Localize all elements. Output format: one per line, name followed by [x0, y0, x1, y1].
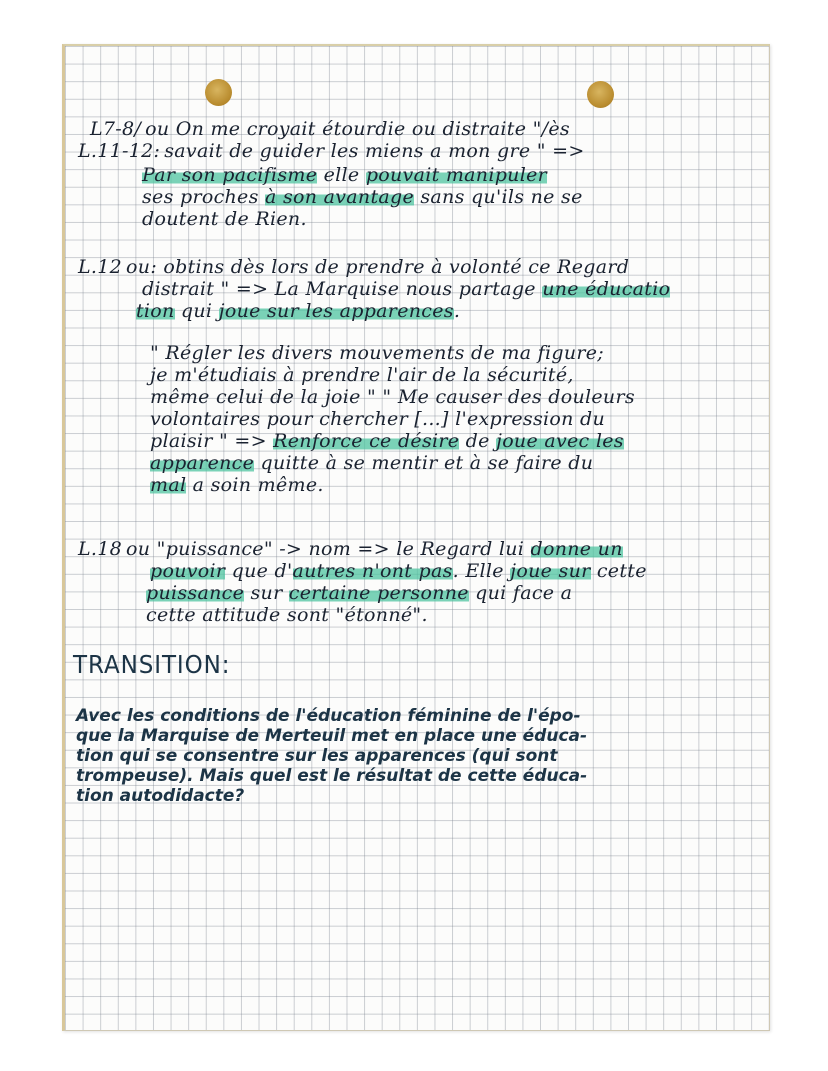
note-line: [150, 408, 605, 430]
note-text: distrait " => La Marquise nous partage: [142, 278, 543, 300]
note-text: qui face a: [468, 582, 573, 604]
note-text: même celui de la joie " " Me causer des douleurs: [150, 386, 635, 408]
note-line: [150, 474, 324, 496]
highlighted-text: Renforce ce désire: [273, 430, 460, 452]
note-text: .: [453, 300, 461, 322]
note-line: [78, 256, 629, 278]
note-line: [142, 208, 307, 230]
note-text: sur: [244, 582, 289, 604]
note-text: plaisir " =>: [150, 430, 274, 452]
line-reference: L.18: [78, 538, 123, 560]
note-text: elle: [317, 164, 366, 186]
note-text: a soin même.: [186, 474, 324, 496]
note-line: [150, 342, 604, 364]
line-reference: L7-8/: [90, 118, 142, 140]
highlighted-text: pouvait manipuler: [365, 164, 548, 186]
highlighted-text: pouvoir: [150, 560, 226, 582]
note-text: doutent de Rien.: [142, 208, 307, 230]
transition-title: TRANSITION:: [73, 650, 231, 679]
highlighted-text: mal: [150, 474, 187, 496]
note-text: savait de guider les miens a mon gre " =>: [164, 140, 585, 162]
note-line: [78, 538, 623, 560]
highlighted-text: certaine personne: [288, 582, 469, 604]
highlighted-text: joue sur les apparences: [218, 300, 454, 322]
note-line: [90, 118, 570, 140]
highlighted-text: puissance: [146, 582, 245, 604]
note-text: cette attitude sont "étonné".: [146, 604, 428, 626]
transition-line: que la Marquise de Merteuil met en place une éduca-: [76, 726, 588, 746]
highlighted-text: donne un: [530, 538, 623, 560]
highlighted-text: apparence: [150, 452, 255, 474]
note-text: sans qu'ils ne se: [414, 186, 583, 208]
punch-hole-right: [587, 81, 614, 108]
highlighted-text: une éducatio: [542, 278, 671, 300]
note-text: de: [459, 430, 496, 452]
note-line: [150, 452, 593, 474]
highlighted-text: à son avantage: [264, 186, 415, 208]
note-line: [150, 430, 624, 452]
note-text: quitte à se mentir et à se faire du: [254, 452, 594, 474]
highlighted-text: joue sur: [510, 560, 591, 582]
note-line: [150, 364, 574, 386]
note-line: [142, 186, 583, 208]
highlighted-text: autres n'ont pas: [292, 560, 453, 582]
note-line: [146, 582, 572, 604]
note-line: [136, 300, 460, 322]
note-text: que d': [225, 560, 293, 582]
note-line: [150, 386, 635, 408]
note-text: cette: [590, 560, 647, 582]
transition-line: tion qui se consentre sur les apparences (qui sont: [76, 746, 558, 766]
note-text: qui: [174, 300, 219, 322]
highlighted-text: Par son pacifisme: [142, 164, 318, 186]
note-text: ou: obtins dès lors de prendre à volonté ce Regard: [126, 256, 630, 278]
transition-line: Avec les conditions de l'éducation féminine de l'épo-: [76, 706, 581, 726]
note-line: [142, 164, 547, 186]
line-reference: L.12: [78, 256, 123, 278]
transition-line: tion autodidacte?: [76, 786, 245, 806]
highlighted-text: joue avec les: [496, 430, 624, 452]
note-line: [78, 140, 585, 162]
punch-hole-left: [205, 79, 232, 106]
note-text: volontaires pour chercher [...] l'expression du: [150, 408, 606, 430]
line-reference: L.11-12:: [78, 140, 161, 162]
note-text: " Régler les divers mouvements de ma figure;: [150, 342, 604, 364]
note-text: ou "puissance" -> nom => le Regard lui: [126, 538, 531, 560]
note-text: je m'étudiais à prendre l'air de la sécurité,: [150, 364, 574, 386]
note-text: ses proches: [142, 186, 265, 208]
highlighted-text: tion: [136, 300, 175, 322]
note-text: ou On me croyait étourdie ou distraite "/ès: [145, 118, 570, 140]
note-line: [146, 604, 428, 626]
note-line: [142, 278, 670, 300]
note-line: [150, 560, 647, 582]
note-text: . Elle: [452, 560, 511, 582]
transition-line: trompeuse). Mais quel est le résultat de cette éduca-: [76, 766, 588, 786]
